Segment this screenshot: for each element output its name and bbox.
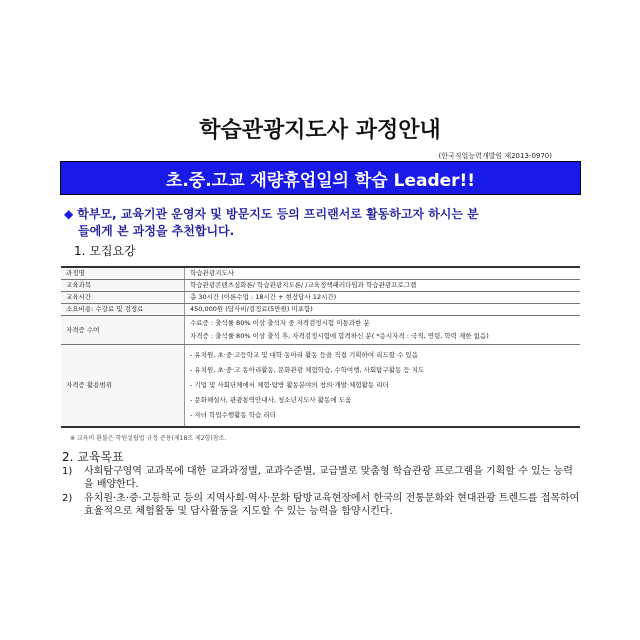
table-row — [61, 304, 580, 316]
row-value-line: - 유치원, 초·중·고등학교 및 대학 동아리 활동 등을 직접 기획하여 리드할 수 있음 — [190, 351, 418, 359]
table-row — [61, 316, 580, 345]
row-value — [185, 345, 581, 428]
table-row — [61, 345, 580, 428]
table-row — [61, 292, 580, 304]
row-value — [185, 304, 581, 316]
goal-number: 1) — [62, 466, 73, 477]
row-value — [185, 292, 581, 304]
row-value-line: 수료증 : 출석률 80% 이상 출석자 중 자격검정시험 미통과한 분 — [190, 319, 370, 327]
page-subtitle: (한국직업능력개발원 제2013-0970) — [438, 152, 552, 160]
row-label: 과정명 — [61, 267, 185, 280]
refund-footnote: ※ 교육비 환불은 학원설립법 규정 준용(제18조 제2항)참조. — [70, 435, 227, 442]
row-value-line: 학습관광콘텐츠심화론/ 학습관광지도론/ /교육정책패러다임과 학습관광프로그램 — [190, 281, 417, 289]
row-value-line: 총 30시간 (이론수업 : 18시간 + 현장답사 12시간) — [190, 293, 337, 301]
row-label: 소요비용: 수강료 및 검정료 — [61, 304, 185, 316]
diamond-bullet-icon: ◆ — [64, 207, 74, 221]
row-label: 자격증 활용범위 — [61, 345, 185, 428]
recommend-line-1: 학부모, 교육기관 운영자 및 방문지도 등의 프리랜서로 활동하고자 하시는 분 — [77, 207, 479, 221]
goals-list — [62, 465, 582, 519]
section-heading-recruitment: 1. 모집요강 — [74, 244, 136, 258]
recruitment-table — [61, 266, 580, 428]
section-heading-goals: 2. 교육목표 — [62, 450, 124, 464]
row-label: 자격증 수여 — [61, 316, 185, 345]
table-row — [61, 267, 580, 280]
recommendation-text — [64, 206, 574, 240]
row-value-line: 자격증 : 출석률 80% 이상 출석 후, 자격검정시험에 합격하신 분( *응시자격 : 국적, 연령, 학력 제한 없음) — [190, 332, 489, 340]
row-value — [185, 267, 581, 280]
banner-text: 초.중.고교 재량휴업일의 학습 Leader!! — [165, 170, 476, 191]
row-label: 교육시간 — [61, 292, 185, 304]
row-value-line: 450,000원 (답사비/검정료(5만원) 미포함) — [190, 305, 313, 313]
row-value-line: - 기업 및 사회단체에서 체험·탐방 활동분야의 창의·개발·체험활동 리더 — [190, 381, 389, 389]
recommend-line-2: 들에게 본 과정을 추천합니다. — [78, 224, 235, 238]
row-value-line: - 유치원, 초·중·고 동아리활동, 문화관광 체험학습, 수학여행, 사회탐구활동 등 지도 — [190, 366, 425, 374]
row-value-line: - 문화해설사, 관광통역안내사, 청소년지도사 활동에 도움 — [190, 396, 352, 404]
row-value-line: 학습관광지도사 — [190, 269, 234, 277]
headline-banner — [60, 161, 581, 195]
row-value — [185, 280, 581, 292]
row-value-line: - 자녀 학업수행활동 학습 리더 — [190, 411, 276, 419]
page-title: 학습관광지도사 과정안내 — [199, 118, 441, 143]
row-label: 교육과목 — [61, 280, 185, 292]
goal-text: 사회탐구영역 교과목에 대한 교과과정별, 교과수준별, 교급별로 맞춤형 학습관광 프로그램을 기획할 수 있는 능력을 배양한다. — [84, 466, 573, 490]
goal-number: 2) — [62, 493, 73, 504]
list-item — [62, 492, 582, 518]
goal-text: 유치원·초·중·고등학교 등의 지역사회·역사·문화 탐방교육현장에서 한국의 전통문화와 현대관광 트렌드를 접목하여 효율적으로 체험활동 및 답사활동을 지도할 수 있는 능력을 함양시킨다. — [84, 493, 580, 517]
row-value — [185, 316, 581, 345]
list-item — [62, 465, 582, 491]
table-row — [61, 280, 580, 292]
